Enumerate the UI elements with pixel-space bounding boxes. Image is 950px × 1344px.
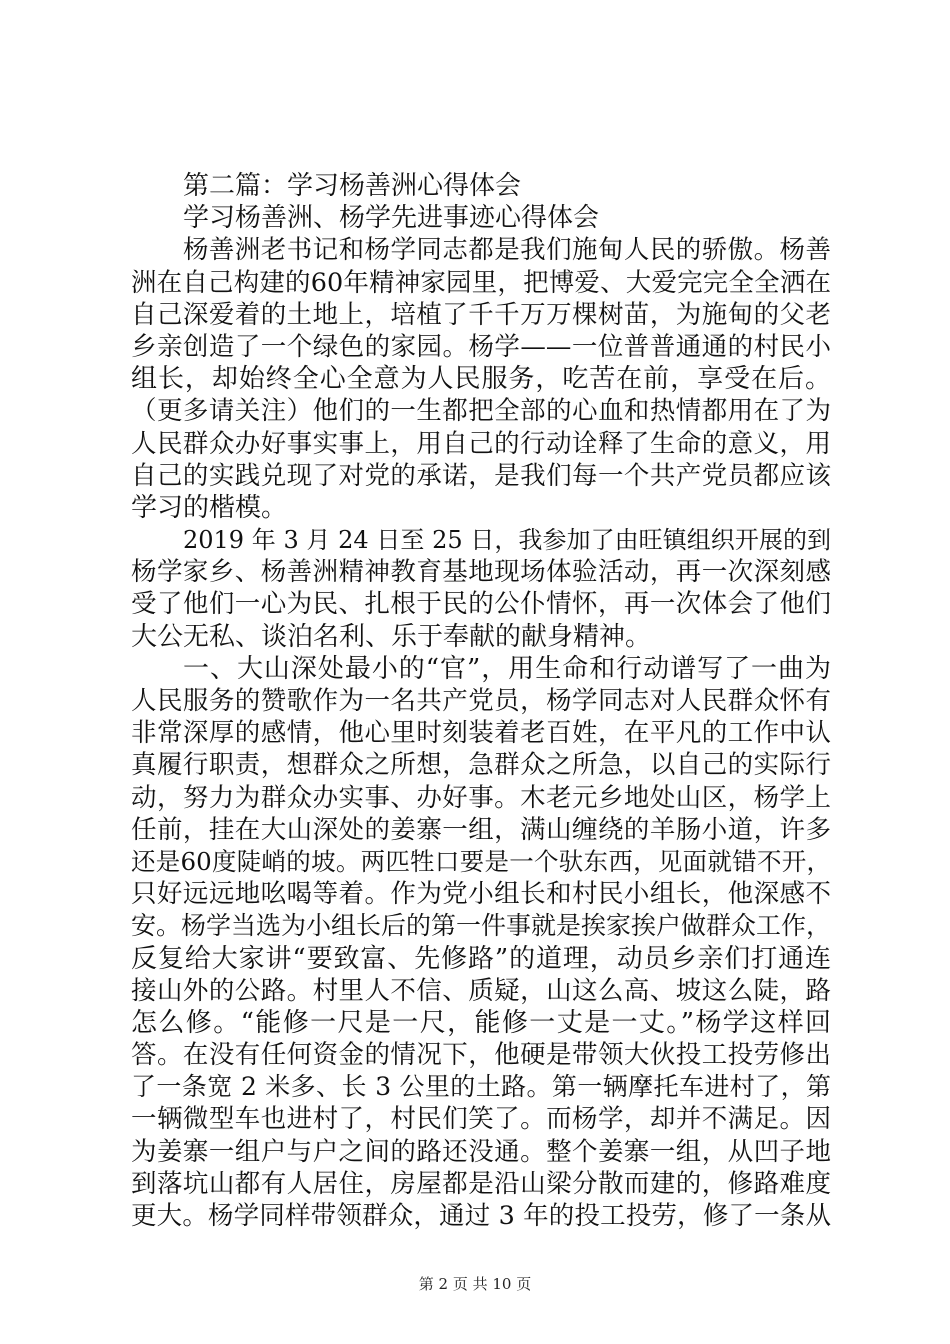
text-line: 真履行职责，想群众之所想，急群众之所急，以自己的实际行 (131, 750, 831, 781)
text-line: 怎么修。“能修一尺是一尺，能修一丈是一丈。”杨学这样回 (131, 1007, 831, 1038)
text-line: 人民群众办好事实事上，用自己的行动诠释了生命的意义，用 (131, 428, 831, 459)
text-line: 反复给大家讲“要致富、先修路”的道理，动员乡亲们打通连 (131, 943, 831, 974)
text-line: 了一条宽 2 米多、长 3 公里的土路。第一辆摩托车进村了，第 (131, 1072, 831, 1102)
text-line: 2019 年 3 月 24 日至 25 日，我参加了由旺镇组织开展的到 (183, 526, 831, 555)
text-line: 自己深爱着的土地上，培植了千千万万棵树苗，为施甸的父老 (131, 299, 831, 330)
text-line: 杨善洲老书记和杨学同志都是我们施甸人民的骄傲。杨善 (183, 235, 831, 266)
text-line: 乡亲创造了一个绿色的家园。杨学——一位普普通通的村民小 (131, 331, 831, 362)
document-body (131, 170, 831, 1232)
text-line: 学习的楷模。 (131, 492, 288, 523)
text-line: 接山外的公路。村里人不信、质疑，山这么高、坡这么陡，路 (131, 975, 831, 1006)
text-line: 任前，挂在大山深处的姜寨一组，满山缠绕的羊肠小道，许多 (131, 814, 831, 845)
text-line: 更大。杨学同样带领群众，通过 3 年的投工投劳，修了一条从 (131, 1201, 831, 1231)
text-line: 受了他们一心为民、扎根于民的公仆情怀，再一次体会了他们 (131, 589, 831, 620)
text-line: 一辆微型车也进村了，村民们笑了。而杨学，却并不满足。因 (131, 1104, 831, 1135)
text-line: 组长，却始终全心全意为人民服务，吃苦在前，享受在后。 (131, 364, 831, 395)
text-line: 答。在没有任何资金的情况下，他硬是带领大伙投工投劳修出 (131, 1040, 831, 1071)
text-line: 安。杨学当选为小组长后的第一件事就是挨家挨户做群众工作， (131, 911, 832, 941)
text-line: 到落坑山都有人居住，房屋都是沿山梁分散而建的，修路难度 (131, 1168, 831, 1199)
text-line: 非常深厚的感情，他心里时刻装着老百姓，在平凡的工作中认 (131, 718, 831, 749)
text-line: 学习杨善洲、杨学先进事迹心得体会 (183, 203, 600, 234)
text-line: 动，努力为群众办实事、办好事。木老元乡地处山区，杨学上 (131, 782, 831, 813)
text-line: 杨学家乡、杨善洲精神教育基地现场体验活动，再一次深刻感 (131, 557, 831, 588)
text-line: 自己的实践兑现了对党的承诺，是我们每一个共产党员都应该 (131, 460, 831, 491)
text-line: 洲在自己构建的60年精神家园里，把博爱、大爱完完全全洒在 (131, 267, 831, 298)
text-line: 为姜寨一组户与户之间的路还没通。整个姜寨一组，从凹子地 (131, 1136, 831, 1167)
text-line: 只好远远地吆喝等着。作为党小组长和村民小组长，他深感不 (131, 879, 831, 910)
text-line: （更多请关注）他们的一生都把全部的心血和热情都用在了为 (131, 396, 831, 427)
text-line: 人民服务的赞歌作为一名共产党员，杨学同志对人民群众怀有 (131, 686, 831, 716)
page-footer: 第 2 页 共 10 页 (418, 1275, 532, 1293)
text-line: 大公无私、谈泊名利、乐于奉献的献身精神。 (131, 621, 652, 652)
text-line: 一、大山深处最小的“官”，用生命和行动谱写了一曲为 (183, 653, 831, 684)
text-line: 第二篇：学习杨善洲心得体会 (183, 171, 522, 201)
text-line: 还是60度陡峭的坡。两匹牲口要是一个驮东西，见面就错不开， (131, 846, 831, 876)
